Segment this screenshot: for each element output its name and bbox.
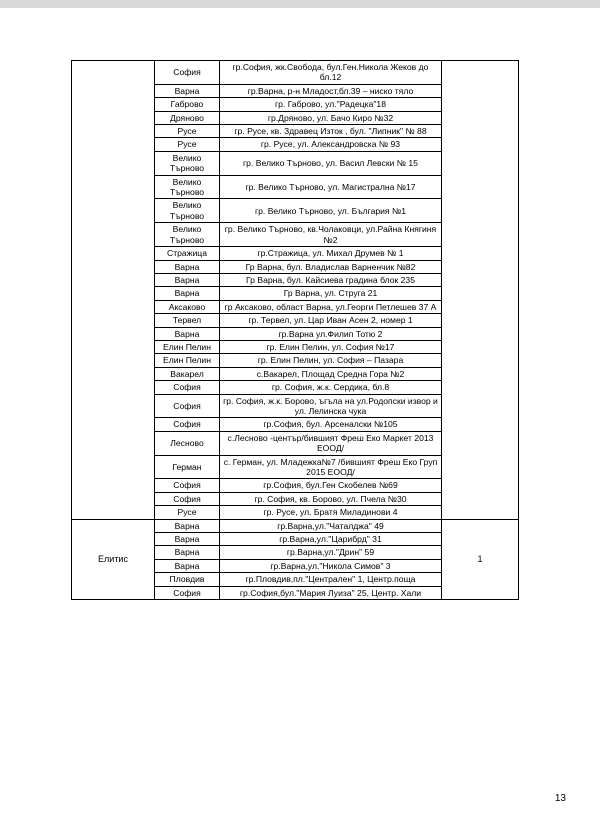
document-page <box>0 8 600 828</box>
city-cell: Варна <box>155 273 220 286</box>
city-cell: Габрово <box>155 98 220 111</box>
city-cell: Герман <box>155 455 220 479</box>
count-cell <box>442 61 519 520</box>
city-cell: Елин Пелин <box>155 354 220 367</box>
address-cell: Гр Варна, бул. Владислав Варненчик №82 <box>220 260 442 273</box>
address-cell: Гр Варна, бул. Кайсиева градина блок 235 <box>220 273 442 286</box>
address-cell: гр. София, кв. Борово, ул. Пчела №30 <box>220 492 442 505</box>
address-cell: гр. Велико Търново, ул. Магистрална №17 <box>220 175 442 199</box>
city-cell: Велико Търново <box>155 151 220 175</box>
city-cell: Варна <box>155 287 220 300</box>
address-cell: гр.Варна,ул."Никола Симов" 3 <box>220 559 442 572</box>
city-cell: София <box>155 61 220 85</box>
address-cell: гр.София, бул.Ген Скобелев №69 <box>220 479 442 492</box>
company-cell <box>72 61 155 520</box>
address-cell: гр.Варна,ул."Чаталджа" 49 <box>220 519 442 532</box>
city-cell: Варна <box>155 533 220 546</box>
city-cell: Вакарел <box>155 367 220 380</box>
address-cell: гр.Варна,ул."Дрин" 59 <box>220 546 442 559</box>
city-cell: София <box>155 394 220 418</box>
address-cell: Гр Варна, ул. Струга 21 <box>220 287 442 300</box>
city-cell: Русе <box>155 125 220 138</box>
company-cell: Елитис <box>72 519 155 599</box>
viewer-top-bar <box>0 0 600 8</box>
city-cell: Варна <box>155 559 220 572</box>
city-cell: Варна <box>155 260 220 273</box>
city-cell: Стражица <box>155 247 220 260</box>
address-cell: гр. Тервел, ул. Цар Иван Асен 2, номер 1 <box>220 314 442 327</box>
city-cell: София <box>155 418 220 431</box>
address-cell: гр.Стражица, ул. Михал Друмев № 1 <box>220 247 442 260</box>
address-cell: гр. Габрово, ул."Радецка"18 <box>220 98 442 111</box>
city-cell: Варна <box>155 546 220 559</box>
city-cell: Велико Търново <box>155 199 220 223</box>
city-cell: София <box>155 479 220 492</box>
address-cell: гр. София, ж.к. Борово, ъгъла на ул.Родопски извор и ул. Лелинска чука <box>220 394 442 418</box>
city-cell: Дряново <box>155 111 220 124</box>
city-cell: София <box>155 586 220 599</box>
table-row <box>72 61 519 85</box>
address-cell: гр.София,бул."Мария Луиза" 25, Центр. Хали <box>220 586 442 599</box>
address-cell: гр.Варна,ул."Царибрд" 31 <box>220 533 442 546</box>
address-cell: с.Лесново -център/бившият Фреш Еко Маркет 2013 ЕООД/ <box>220 431 442 455</box>
city-cell: Елин Пелин <box>155 340 220 353</box>
city-cell: Велико Търново <box>155 175 220 199</box>
store-address-table <box>71 60 519 600</box>
city-cell: Варна <box>155 519 220 532</box>
address-cell: гр Аксаково, област Варна, ул.Георги Петлешев 37 А <box>220 300 442 313</box>
count-cell: 1 <box>442 519 519 599</box>
address-cell: гр.Пловдив,пл."Централен" 1, Центр.поща <box>220 573 442 586</box>
address-cell: гр. Велико Търново, ул. България №1 <box>220 199 442 223</box>
city-cell: Пловдив <box>155 573 220 586</box>
address-cell: гр.Варна ул.Филип Тотю 2 <box>220 327 442 340</box>
city-cell: Русе <box>155 506 220 519</box>
city-cell: София <box>155 492 220 505</box>
city-cell: Варна <box>155 84 220 97</box>
address-cell: гр. Велико Търново, кв.Чолаковци, ул.Райна Княгиня №2 <box>220 223 442 247</box>
city-cell: Тервел <box>155 314 220 327</box>
address-cell: гр.Дряново, ул. Бачо Киро №32 <box>220 111 442 124</box>
city-cell: Русе <box>155 138 220 151</box>
address-cell: с.Вакарел, Площад Средна Гора №2 <box>220 367 442 380</box>
address-cell: с. Герман, ул. Младежка№7 /бившият Фреш Еко Груп 2015 ЕООД/ <box>220 455 442 479</box>
city-cell: София <box>155 381 220 394</box>
address-cell: гр. Русе, ул. Александровска № 93 <box>220 138 442 151</box>
city-cell: Лесново <box>155 431 220 455</box>
table-row <box>72 519 519 532</box>
city-cell: Велико Търново <box>155 223 220 247</box>
city-cell: Аксаково <box>155 300 220 313</box>
address-cell: гр.София, бул. Арсеналски №105 <box>220 418 442 431</box>
address-cell: гр. Русе, кв. Здравец Изток , бул. "Липник" № 88 <box>220 125 442 138</box>
address-cell: гр. Русе, ул. Братя Миладинови 4 <box>220 506 442 519</box>
address-cell: гр. Елин Пелин, ул. София – Пазара <box>220 354 442 367</box>
address-cell: гр.Варна, р-н Младост,бл.39 – ниско тяло <box>220 84 442 97</box>
address-cell: гр. Велико Търново, ул. Васил Левски № 15 <box>220 151 442 175</box>
address-cell: гр. София, ж.к. Сердика, бл.8 <box>220 381 442 394</box>
address-cell: гр. Елин Пелин, ул. София №17 <box>220 340 442 353</box>
city-cell: Варна <box>155 327 220 340</box>
page-number: 13 <box>554 793 566 804</box>
address-cell: гр.София, жк.Свобода, бул.Ген.Никола Жеков до бл.12 <box>220 61 442 85</box>
